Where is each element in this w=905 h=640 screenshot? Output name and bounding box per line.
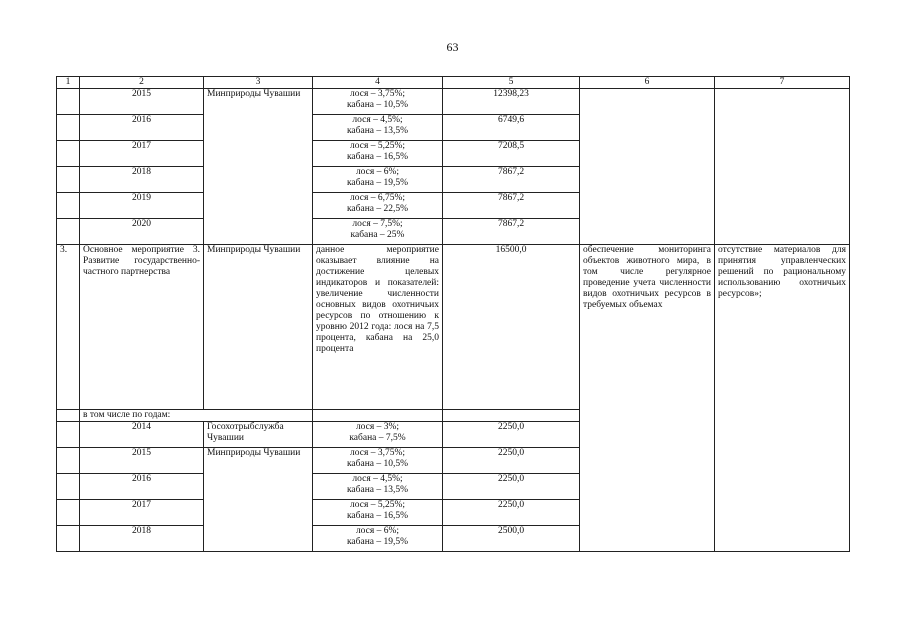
indicator-cell: лося – 3%; кабана – 7,5% [313,422,443,448]
amount-cell: 7867,2 [443,219,580,245]
amount-cell: 16500,0 [443,245,580,410]
empty-cell [57,167,80,193]
indicator-cell: лося – 4,5%; кабана – 13,5% [313,115,443,141]
program-measures-table [56,76,850,552]
empty-cell [57,193,80,219]
result-cell: обеспечение мониторинга объектов животного мира, в том числе регулярное проведение учета численности видов охотничьих ресурсов в требуемых объемах [580,245,715,552]
empty-cell [57,410,80,422]
indicator-cell: лося – 5,25%; кабана – 16,5% [313,500,443,526]
year-cell: 2016 [80,474,204,500]
column-number: 7 [715,77,850,89]
indicator-cell: лося – 3,75%; кабана – 10,5% [313,448,443,474]
executor-cell: Госохотрыбслужба Чувашии [204,422,313,448]
empty-cell [57,526,80,552]
amount-cell: 2250,0 [443,422,580,448]
year-cell: 2015 [80,448,204,474]
amount-cell: 2250,0 [443,448,580,474]
amount-cell: 2250,0 [443,500,580,526]
amount-cell: 12398,23 [443,89,580,115]
indicator-cell: лося – 5,25%; кабана – 16,5% [313,141,443,167]
amount-cell: 7867,2 [443,193,580,219]
empty-cell [57,141,80,167]
indicator-cell: данное мероприятие оказывает влияние на достижение целевых индикаторов и показателей: увеличение численности основных видов охотничьих ресурсов по отношению к уровню 2012 года: лося на 7,5 процента, кабана на 25,0 процента [313,245,443,410]
amount-cell: 6749,6 [443,115,580,141]
page-number: 63 [446,40,459,54]
consequence-cell: отсутствие материалов для принятия управленческих решений по рациональному использованию охотничьих ресурсов»; [715,245,850,552]
empty-cell [57,448,80,474]
amount-cell: 2250,0 [443,474,580,500]
column-number: 2 [80,77,204,89]
column-number: 3 [204,77,313,89]
empty-cell [443,410,580,422]
year-cell: 2017 [80,500,204,526]
column-number: 4 [313,77,443,89]
executor-cell: Минприроды Чувашии [204,245,313,410]
indicator-cell: лося – 7,5%; кабана – 25% [313,219,443,245]
year-cell: 2014 [80,422,204,448]
empty-cell [313,410,443,422]
executor-cell: Минприроды Чувашии [204,448,313,552]
measure-row [57,245,850,410]
indicator-cell: лося – 4,5%; кабана – 13,5% [313,474,443,500]
empty-cell [57,500,80,526]
amount-cell: 7867,2 [443,167,580,193]
empty-cell [57,89,80,115]
empty-cell [57,115,80,141]
column-number-row [57,77,850,89]
column-number: 6 [580,77,715,89]
by-years-label: в том числе по годам: [80,410,313,422]
table-row [57,89,850,115]
year-cell: 2018 [80,167,204,193]
indicator-cell: лося – 6%; кабана – 19,5% [313,526,443,552]
measure-number: 3. [57,245,80,410]
year-cell: 2020 [80,219,204,245]
year-cell: 2017 [80,141,204,167]
amount-cell: 2500,0 [443,526,580,552]
indicator-cell: лося – 6,75%; кабана – 22,5% [313,193,443,219]
indicator-cell: лося – 3,75%; кабана – 10,5% [313,89,443,115]
year-cell: 2016 [80,115,204,141]
indicator-cell: лося – 6%; кабана – 19,5% [313,167,443,193]
column-number: 5 [443,77,580,89]
empty-cell [57,219,80,245]
year-cell: 2018 [80,526,204,552]
executor-cell: Минприроды Чувашии [204,89,313,245]
amount-cell: 7208,5 [443,141,580,167]
result-cell [580,89,715,245]
year-cell: 2019 [80,193,204,219]
empty-cell [57,422,80,448]
column-number: 1 [57,77,80,89]
consequence-cell [715,89,850,245]
year-cell: 2015 [80,89,204,115]
empty-cell [57,474,80,500]
measure-name: Основное мероприятие 3. Развитие государственно-частного партнерства [80,245,204,410]
